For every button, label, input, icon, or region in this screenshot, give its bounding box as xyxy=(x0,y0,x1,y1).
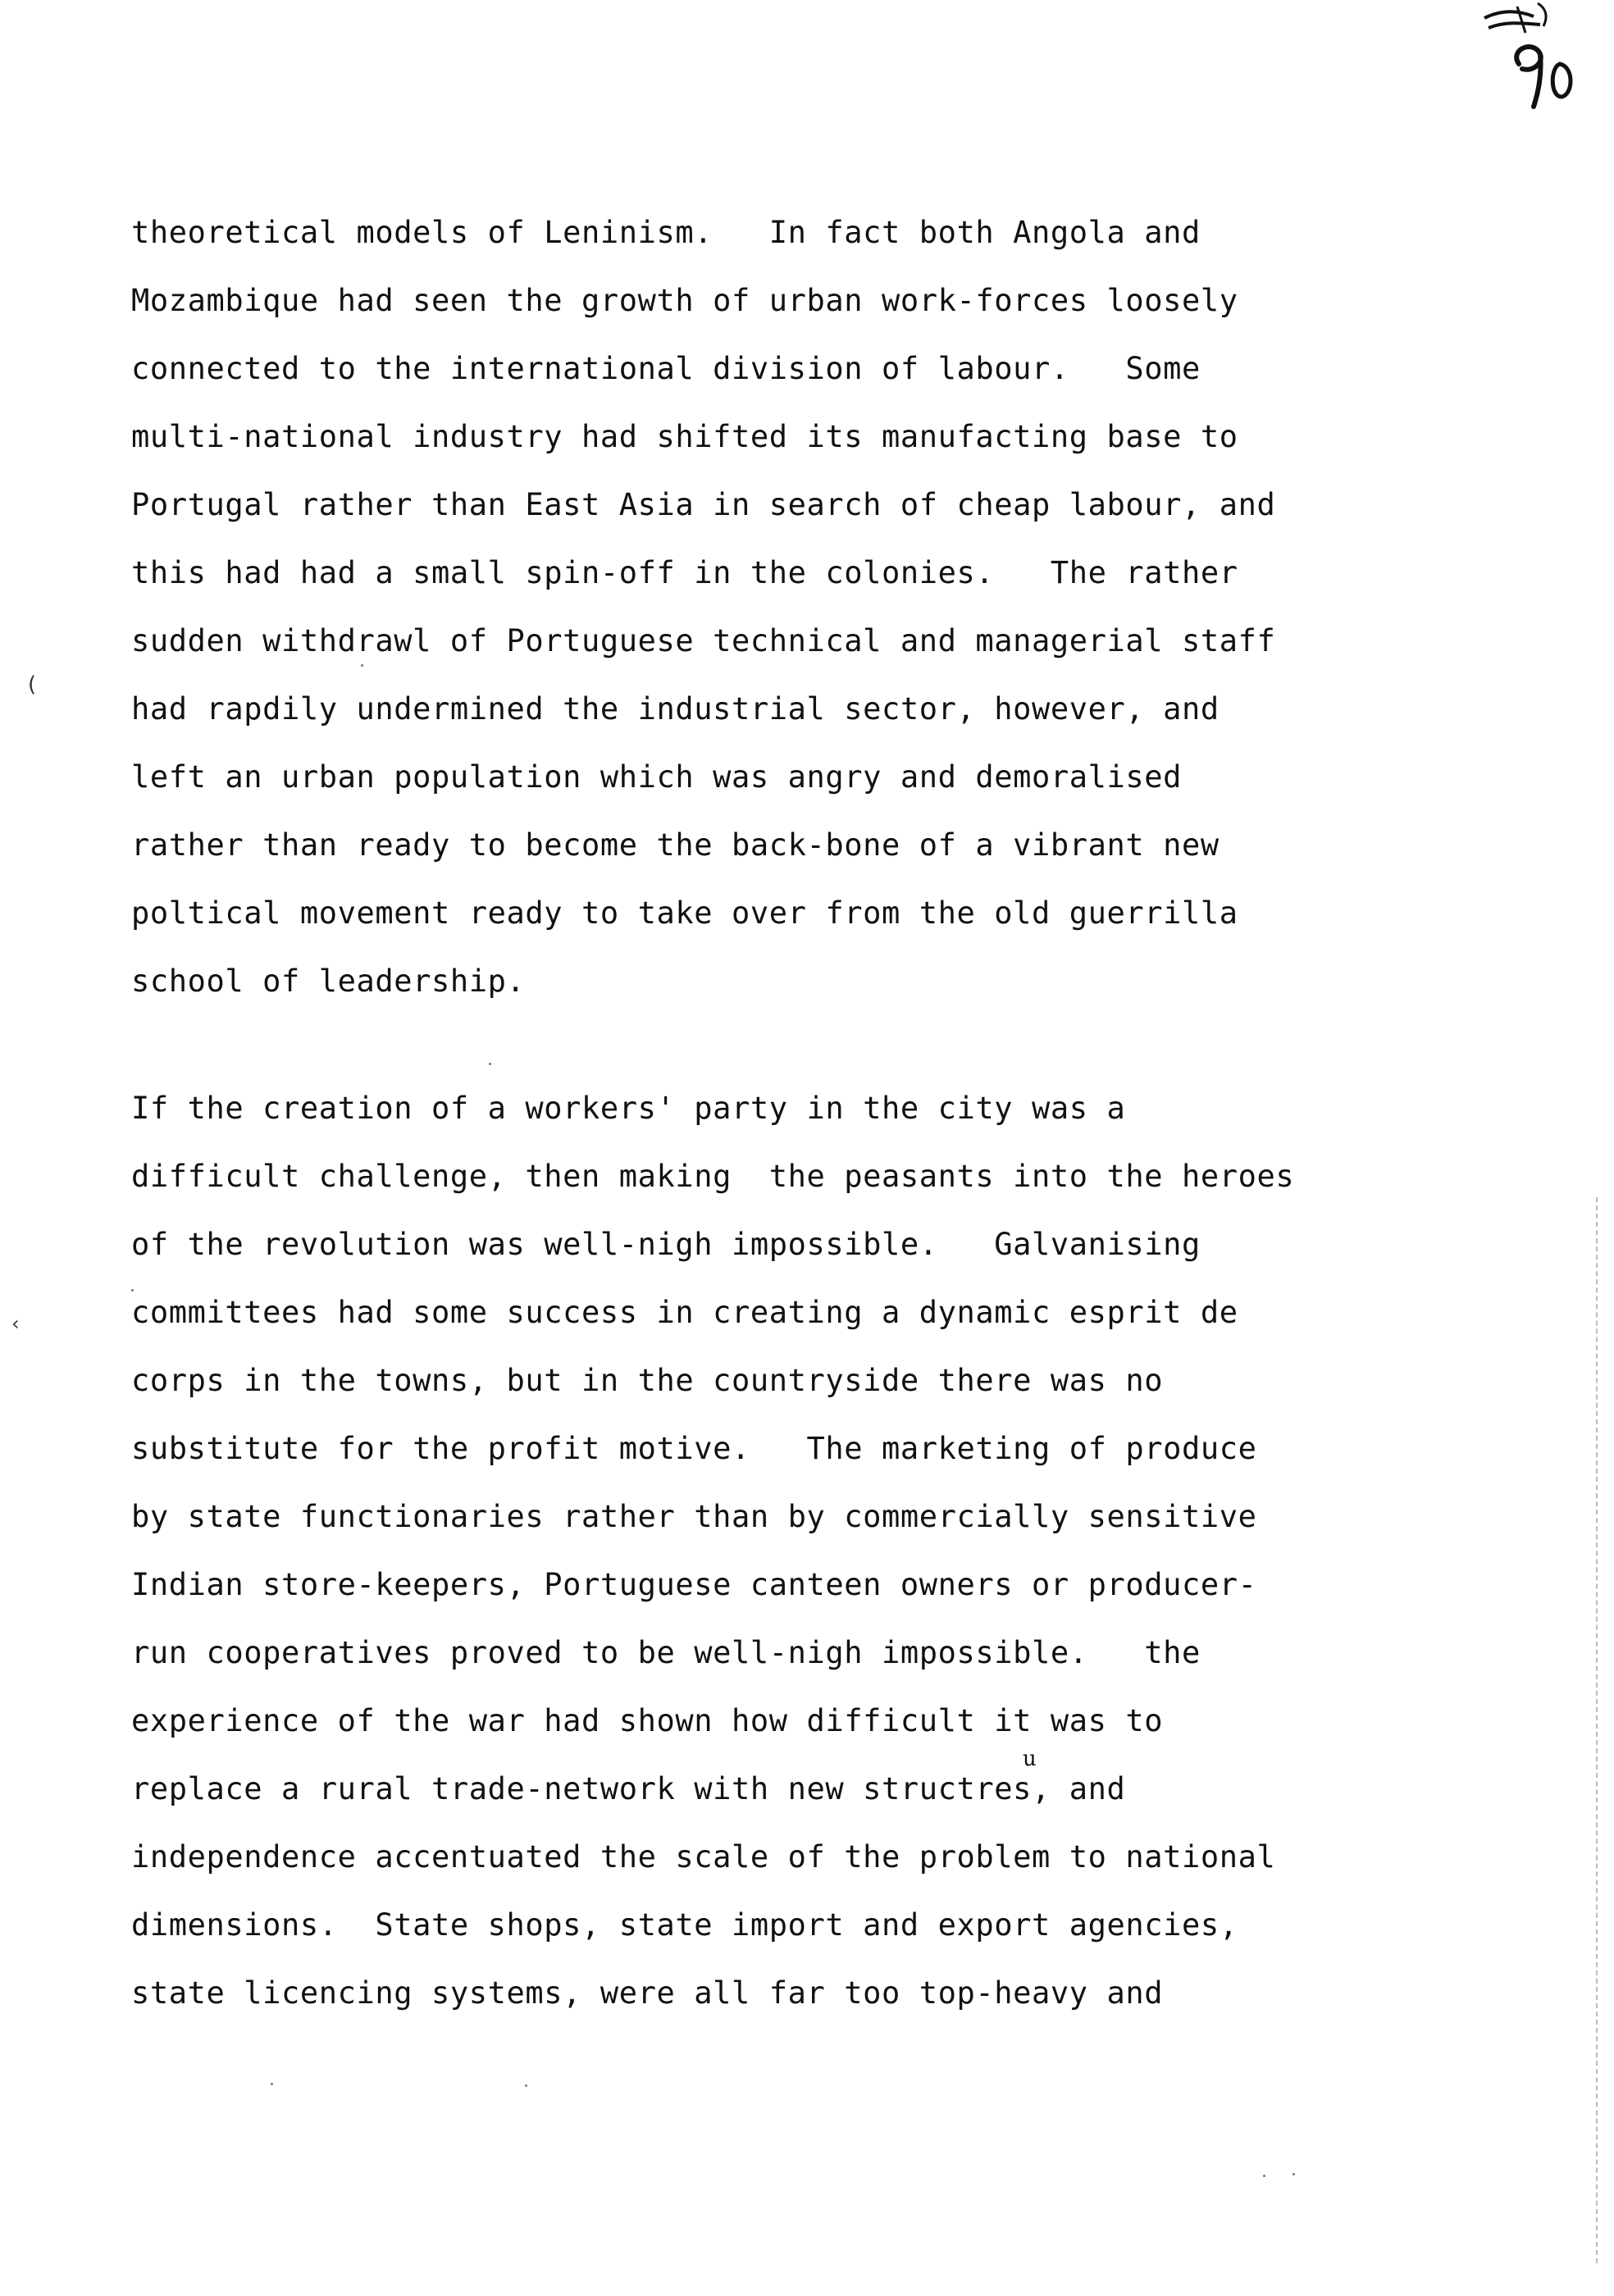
margin-mark: ‹ xyxy=(11,1312,20,1335)
scan-speck xyxy=(525,2084,527,2087)
text-line: rather than ready to become the back-bone of a vibrant new xyxy=(131,827,1220,863)
scan-speck xyxy=(1293,2173,1295,2175)
text-line: state licencing systems, were all far too top-heavy and xyxy=(131,1975,1164,2011)
text-line: run cooperatives proved to be well-nigh impossible. the xyxy=(131,1635,1201,1670)
text-line: theoretical models of Leninism. In fact both Angola and xyxy=(131,215,1201,250)
text-line: poltical movement ready to take over from the old guerrilla xyxy=(131,895,1238,931)
handwritten-page-number-drawing xyxy=(1468,0,1591,123)
text-line: of the revolution was well-nigh impossible. Galvanising xyxy=(131,1227,1201,1262)
paragraph-1 xyxy=(131,198,1411,1015)
text-line: experience of the war had shown how difficult it was to xyxy=(131,1703,1164,1738)
text-line: difficult challenge, then making the peasants into the heroes xyxy=(131,1159,1295,1194)
text-line: this had had a small spin-off in the colonies. The rather xyxy=(131,555,1238,590)
handwritten-page-number xyxy=(1468,0,1591,123)
text-line: Mozambique had seen the growth of urban work-forces loosely xyxy=(131,283,1238,318)
text-line: school of leadership. xyxy=(131,963,526,999)
text-line: multi-national industry had shifted its manufacting base to xyxy=(131,419,1238,454)
text-line: connected to the international division of labour. Some xyxy=(131,351,1201,386)
text-line: dimensions. State shops, state import and export agencies, xyxy=(131,1907,1238,1943)
text-line: If the creation of a workers' party in the city was a xyxy=(131,1091,1126,1126)
paragraph-2 xyxy=(131,1074,1411,2027)
scan-speck xyxy=(489,1063,491,1065)
scan-speck xyxy=(271,2083,273,2085)
text-line: substitute for the profit motive. The marketing of produce xyxy=(131,1431,1257,1466)
text-line: left an urban population which was angry and demoralised xyxy=(131,759,1183,795)
text-line: replace a rural trade-network with new structres, and xyxy=(131,1771,1126,1806)
text-line: by state functionaries rather than by commercially sensitive xyxy=(131,1499,1257,1534)
scan-edge-line xyxy=(1596,1197,1598,2263)
text-line: Indian store-keepers, Portuguese canteen owners or producer- xyxy=(131,1567,1257,1602)
text-line: had rapdily undermined the industrial sector, however, and xyxy=(131,691,1220,727)
margin-mark: ( xyxy=(28,672,37,697)
handwritten-correction-letter: u xyxy=(1023,1747,1037,1771)
text-line: Portugal rather than East Asia in search of cheap labour, and xyxy=(131,487,1276,522)
text-line: corps in the towns, but in the countryside there was no xyxy=(131,1363,1164,1398)
scan-speck xyxy=(361,664,363,667)
text-line: sudden withdrawl of Portuguese technical and managerial staff xyxy=(131,623,1276,658)
scan-speck xyxy=(131,1289,134,1292)
scan-speck xyxy=(1263,2175,1265,2177)
text-line: independence accentuated the scale of the problem to national xyxy=(131,1839,1276,1875)
text-line: committees had some success in creating a dynamic esprit de xyxy=(131,1295,1238,1330)
